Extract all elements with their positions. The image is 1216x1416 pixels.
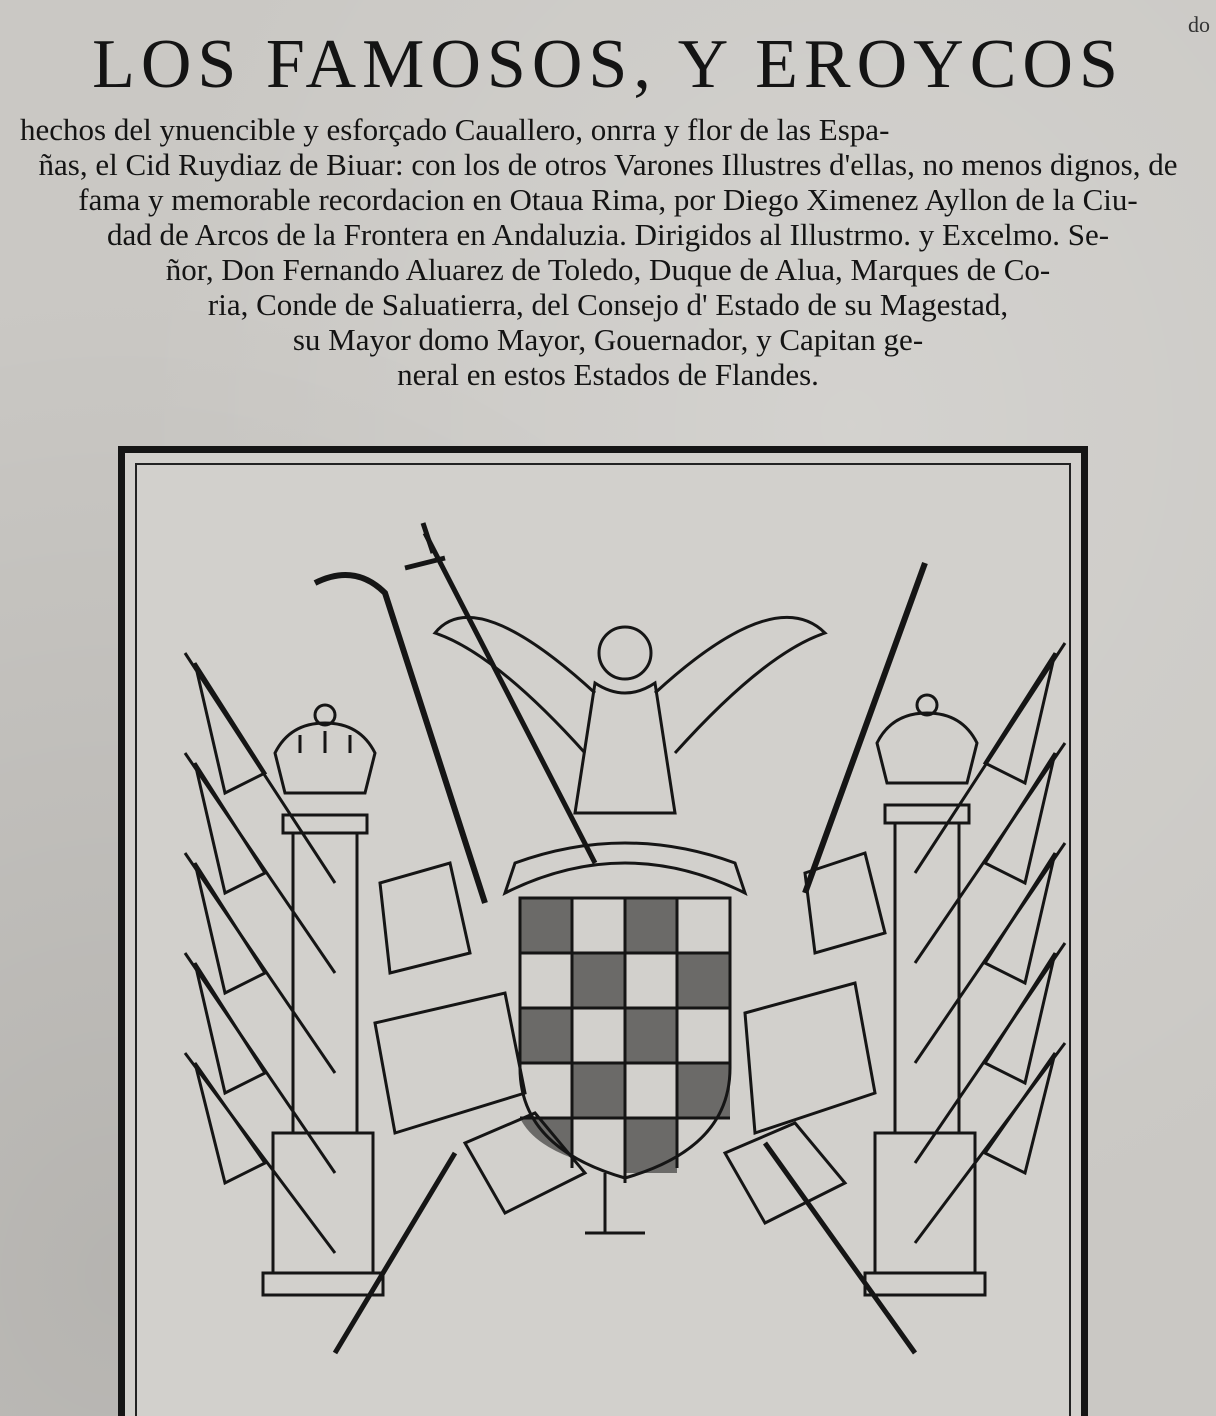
subtitle-line: dad de Arcos de la Frontera en Andaluzia. Dirigidos al Illustrmo. y Excelmo. Se-: [106, 217, 1110, 252]
subtitle-line: hechos del ynuencible y esforçado Cauallero, onrra y flor de las Espa-: [20, 112, 890, 147]
page-title: LOS FAMOSOS, Y EROYCOS: [92, 26, 1124, 103]
coat-of-arms-woodcut: [118, 446, 1088, 1416]
subtitle-line: su Mayor domo Mayor, Gouernador, y Capitan ge-: [292, 322, 924, 357]
angel: [405, 523, 825, 863]
subtitle-block: [20, 112, 1196, 392]
subtitle-line: neral en estos Estados de Flandes.: [397, 357, 819, 392]
crown: [505, 843, 745, 893]
subtitle-line: ñas, el Cid Ruydiaz de Biuar: con los de otros Varones Illustres d'ellas, no menos dignos, de: [38, 147, 1178, 182]
subtitle-line: fama y memorable recordacion en Otaua Rima, por Diego Ximenez Ayllon de la Ciu-: [78, 182, 1138, 217]
coat-of-arms-illustration: [125, 453, 1081, 1416]
right-banners: [805, 563, 1065, 1243]
left-banners: [185, 575, 485, 1253]
right-column: [865, 695, 985, 1295]
subtitle-line: ñor, Don Fernando Aluarez de Toledo, Duque de Alua, Marques de Co-: [165, 252, 1051, 287]
left-column: [263, 705, 383, 1295]
subtitle-line: ria, Conde de Saluatierra, del Consejo d' Estado de su Magestad,: [207, 287, 1009, 322]
margin-note: do: [1188, 12, 1210, 37]
